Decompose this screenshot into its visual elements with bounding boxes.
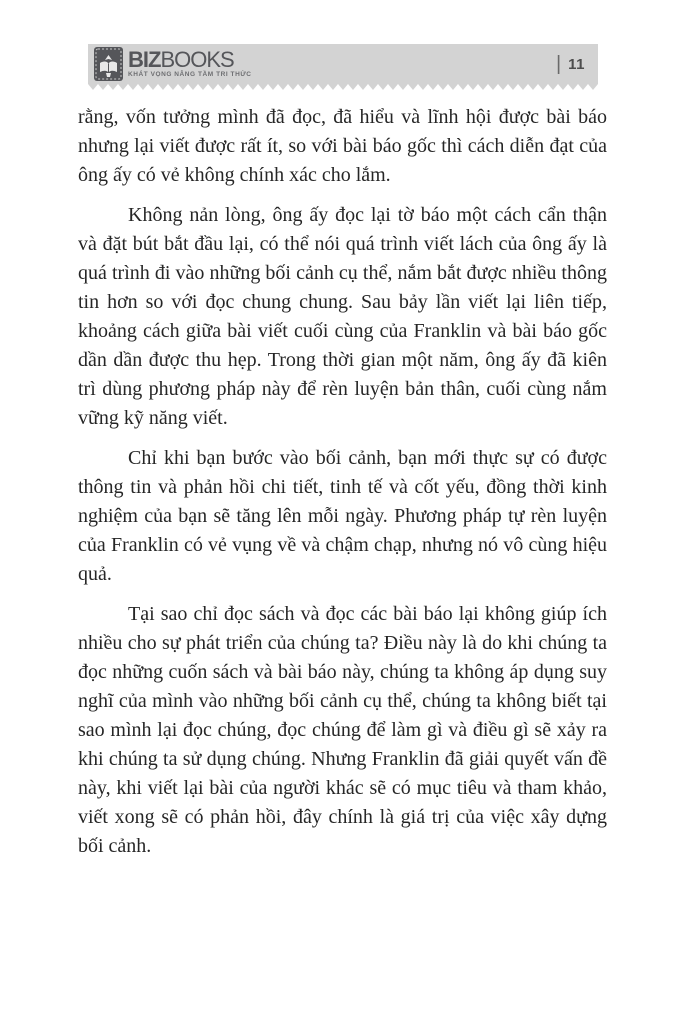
- publisher-logo: [94, 47, 252, 81]
- brand-biz: BIZ: [128, 46, 161, 72]
- publisher-brand-name: [128, 46, 252, 72]
- page-number-divider: |: [555, 53, 562, 75]
- body-text: [78, 103, 607, 872]
- brand-books: BOOKS: [160, 46, 234, 72]
- paragraph-2: Không nản lòng, ông ấy đọc lại tờ báo một cách cẩn thận và đặt bút bắt đầu lại, có thể nói quá trình viết lách của ông ấy là quá trình đi vào những bối cảnh cụ thể, nắm bắt được nhiều thông tin hơn so với đọc chung chung. Sau bảy lần viết lại liên tiếp, khoảng cách giữa bài viết cuối cùng của Franklin và bài báo gốc dần dần được thu hẹp. Trong thời gian một năm, ông ấy đã kiên trì dùng phương pháp này để rèn luyện bản thân, cuối cùng nắm vững kỹ năng viết.: [78, 204, 607, 429]
- paragraph-1: rằng, vốn tưởng mình đã đọc, đã hiểu và lĩnh hội được bài báo nhưng lại viết được rất ít, so với bài báo gốc thì cách diễn đạt của ông ấy có vẻ không chính xác cho lắm.: [78, 106, 607, 186]
- page-number-value: 11: [568, 55, 585, 73]
- running-header: [88, 44, 598, 84]
- publisher-tagline: KHÁT VỌNG NÂNG TẦM TRI THỨC: [128, 70, 252, 78]
- paragraph-4: Tại sao chỉ đọc sách và đọc các bài báo lại không giúp ích nhiều cho sự phát triển của chúng ta? Điều này là do khi chúng ta đọc những cuốn sách và bài báo này, chúng ta không áp dụng suy nghĩ của mình vào những bối cảnh cụ thể, chúng ta không biết tại sao mình lại đọc chúng, đọc chúng để làm gì và điều gì sẽ xảy ra khi chúng ta sử dụng chúng. Nhưng Franklin đã giải quyết vấn đề này, khi viết lại bài của người khác sẽ có mục tiêu và tham khảo, viết xong sẽ có phản hồi, đây chính là giá trị của việc xây dựng bối cảnh.: [78, 603, 607, 857]
- publisher-logo-text: [128, 46, 252, 79]
- paragraph-3: Chỉ khi bạn bước vào bối cảnh, bạn mới thực sự có được thông tin và phản hồi chi tiết, tinh tế và cốt yếu, đồng thời kinh nghiệm của bạn sẽ tăng lên mỗi ngày. Phương pháp tự rèn luyện của Franklin có vẻ vụng về và chậm chạp, nhưng nó vô cùng hiệu quả.: [78, 447, 607, 585]
- header-sawtooth-edge: [88, 84, 598, 90]
- bizbooks-logo-icon: [94, 47, 123, 81]
- page-number: [556, 55, 585, 73]
